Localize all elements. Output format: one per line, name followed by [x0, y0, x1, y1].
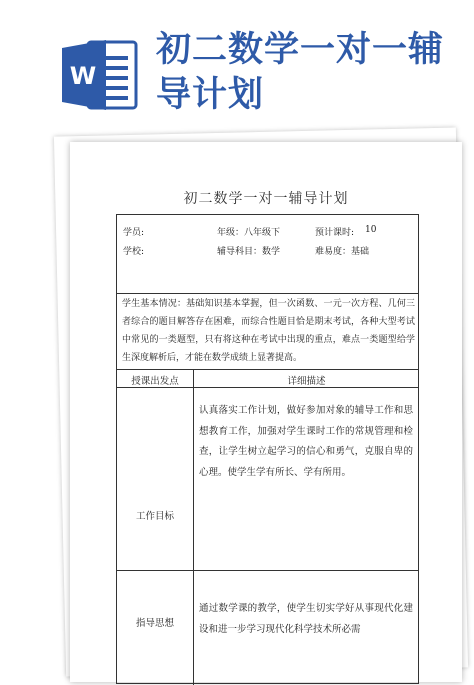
row-label-work-goal: 工作目标	[135, 511, 174, 522]
page-header	[0, 0, 474, 120]
column-header-right: 详细描述	[287, 376, 326, 387]
table-divider	[117, 293, 418, 294]
hours-label: 预计课时:	[315, 228, 355, 238]
header-title-line1: 初二数学一对一辅	[156, 30, 445, 70]
row-label-guiding-idea: 指导思想	[135, 618, 174, 629]
table-divider	[117, 570, 418, 571]
plan-table	[116, 214, 419, 684]
table-divider	[117, 369, 418, 370]
svg-text:W: W	[69, 62, 97, 90]
difficulty-label: 难易度：基础	[315, 247, 370, 257]
student-label: 学员:	[123, 228, 145, 238]
column-header-left: 授课出发点	[131, 376, 179, 387]
table-divider	[117, 387, 418, 388]
header-title	[156, 28, 456, 118]
grade-label: 年级：八年级下	[217, 228, 281, 238]
student-situation-text: 学生基本情况：基础知识基本掌握，但一次函数、一元一次方程、几何三者综合的题目解答存在困难，而综合性题目恰是期末考试，各种大型考试中常见的一类题型，只有将这种在考试中出现的重点，难点一类题型给学生深度解析后，才能在数学成绩上显著提高。	[122, 299, 415, 363]
document-title: 初二数学一对一辅导计划	[183, 191, 349, 207]
hours-value: 10	[365, 225, 377, 235]
row-text-work-goal: 认真落实工作计划，做好参加对象的辅导工作和思想教育工作，加强对学生课时工作的常规管理和检查，让学生树立起学习的信心和勇气，克服自卑的心理。使学生学有所长、学有所用。	[199, 405, 413, 478]
school-label: 学校:	[123, 247, 145, 257]
column-divider	[193, 369, 194, 685]
subject-label: 辅导科目：数学	[217, 247, 281, 257]
row-text-guiding-idea: 通过数学课的教学，使学生切实学好从事现代化建设和进一步学习现代化科学技术所必需	[199, 603, 413, 635]
document-page	[70, 142, 462, 682]
word-icon	[62, 38, 138, 112]
header-title-line2: 导计划	[156, 75, 265, 115]
